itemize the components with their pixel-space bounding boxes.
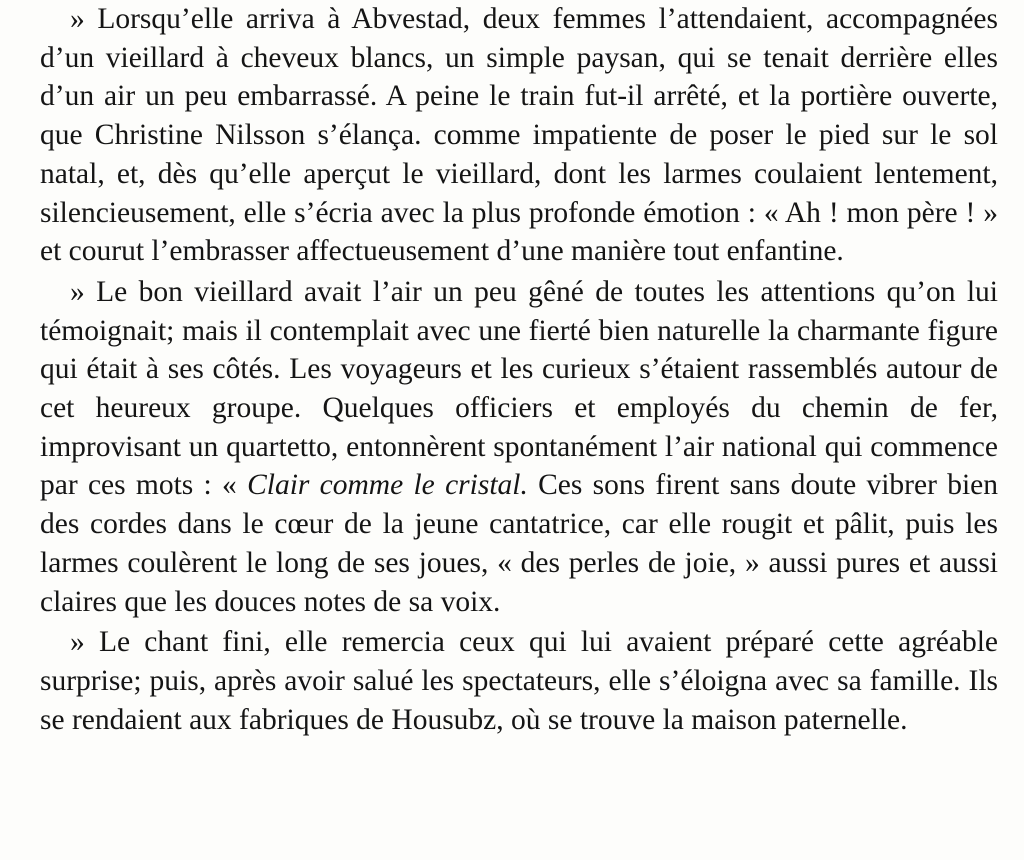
paragraph-old-man-text-end: Ces sons firent sans doute vibrer bien des cordes dans le cœur de la jeune cantatrice, car elle rougit et pâlit, puis les larmes coulèrent le long de ses joues, « des perles de joie, » aussi pures et aussi claires que les douces notes de sa voix.: [40, 469, 998, 618]
paragraph-old-man: [40, 273, 998, 621]
body-text: [40, 0, 998, 739]
paragraph-arrival: » Lorsqu’elle arriva à Abvestad, deux femmes l’attendaient, accompagnées d’un vieillard à cheveux blancs, un simple paysan, qui se tenait derrière elles d’un air un peu embarrassé. A peine le train fut-il arrêté, et la portière ouverte, que Christine Nilsson s’élança. comme impatiente de poser le pied sur le sol natal, et, dès qu’elle aperçut le vieillard, dont les larmes coulaient lentement, silencieusement, elle s’écria avec la plus profonde émotion : « Ah ! mon père ! » et courut l’embrasser affectueusement d’une manière tout enfantine.: [40, 3, 998, 268]
paragraph-song-end: » Le chant fini, elle remercia ceux qui lui avaient préparé cette agréable surprise; puis, après avoir salué les spectateurs, elle s’éloigna avec sa famille. Ils se rendaient aux fabriques de Housubz, où se trouve la maison paternelle.: [40, 626, 998, 736]
paragraph-old-man-text: » Le bon vieillard avait l’air un peu gêné de toutes les attentions qu’on lui témoignait; mais il contemplait avec une fierté bien naturelle la charmante figure qui était à ses côtés. Les voyageurs et les curieux s’étaient rassemblés autour de cet heureux groupe. Quelques officiers et employés du chemin de fer, improvisant un quartetto, entonnèrent spontanément l’air national qui commence par ces mots : «: [40, 275, 998, 502]
song-title: Clair comme le cristal.: [247, 469, 528, 502]
